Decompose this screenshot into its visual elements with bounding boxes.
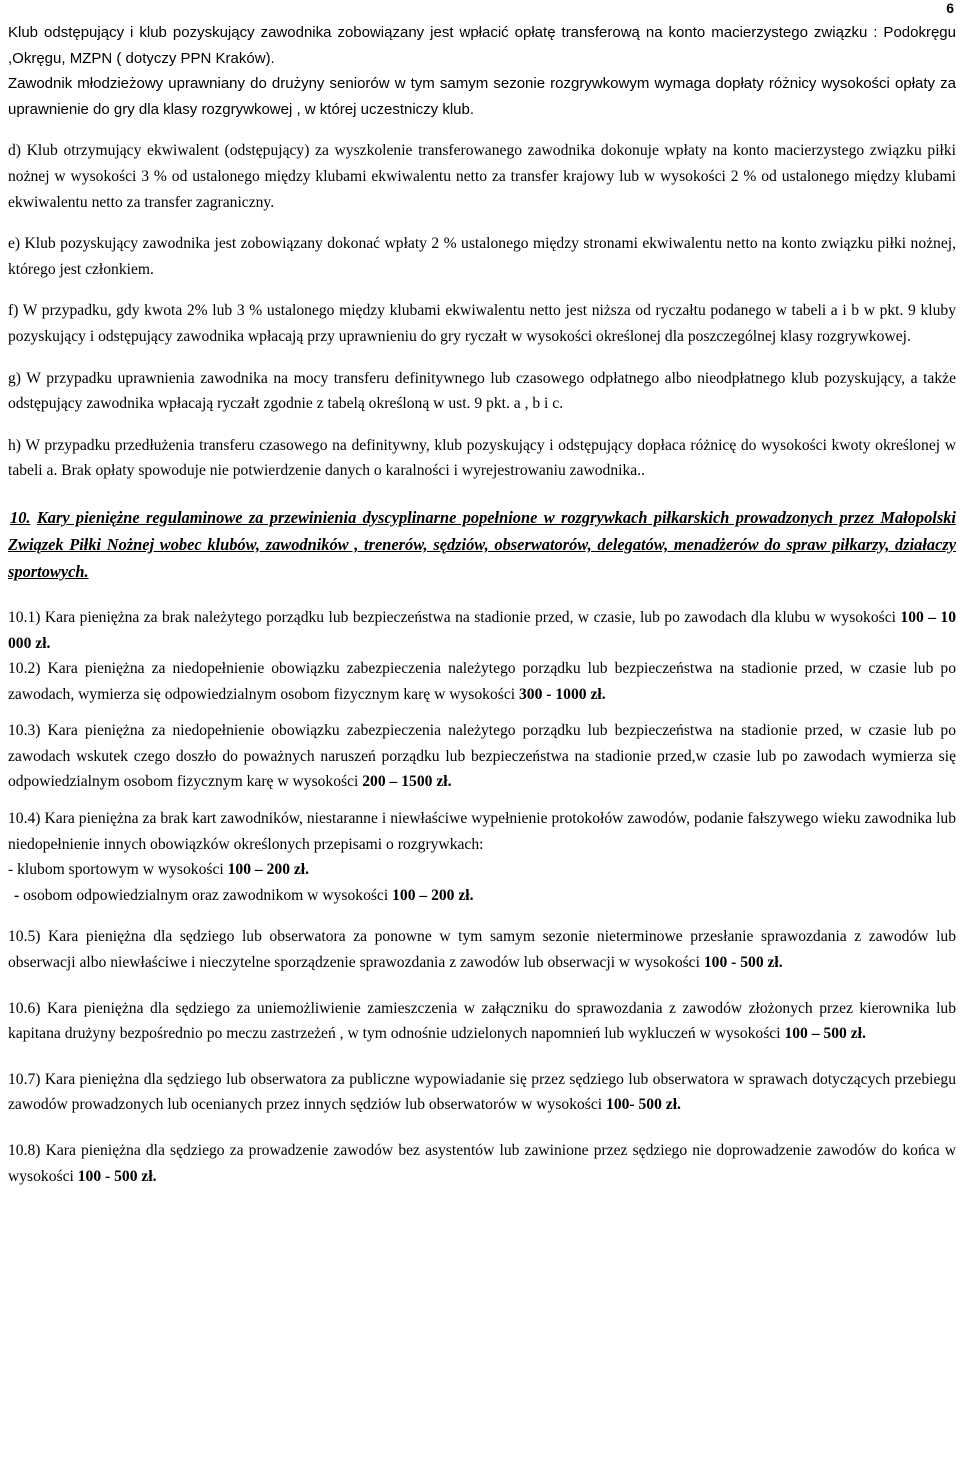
item-10-8-text: 10.8) Kara pieniężna dla sędziego za prowadzenie zawodów bez asystentów lub zawinione przez sędziego nie doprowadzenie zawodów do końca w wysokości xyxy=(8,1142,956,1185)
paragraph-e: e) Klub pozyskujący zawodnika jest zobowiązany dokonać wpłaty 2 % ustalonego między stronami ekwiwalentu netto na konto związku piłki nożnej, którego jest członkiem. xyxy=(8,235,956,278)
intro-paragraph-1: Klub odstępujący i klub pozyskujący zawodnika zobowiązany jest wpłacić opłatę transferową na konto macierzystego związku : Podokręgu ,Okręgu, MZPN ( dotyczy PPN Kraków). xyxy=(8,24,956,67)
item-10-1-text: 10.1) Kara pieniężna za brak należytego porządku lub bezpieczeństwa na stadionie przed, w czasie, lub po zawodach dla klubu w wysokości xyxy=(8,608,901,626)
item-10-6 xyxy=(8,996,956,1047)
item-10-4-persons xyxy=(8,883,956,909)
item-10-5-amount: 100 - 500 zł. xyxy=(703,954,783,972)
page-number: 6 xyxy=(946,0,954,16)
item-10-2-text: 10.2) Kara pieniężna za niedopełnienie obowiązku zabezpieczenia należytego porządku lub bezpieczeństwa na stadionie przed, w czasie lub po zawodach, wymierza się odpowiedzialnym osobom fizycznym karę w wysokości xyxy=(8,660,956,703)
item-10-3 xyxy=(8,718,956,795)
section-10-title: Kary pieniężne regulaminowe za przewinienia dyscyplinarne popełnione w rozgrywkach piłkarskich prowadzonych przez Małopolski Związek Piłki Nożnej wobec klubów, zawodników , trenerów, sędziów, obserwatorów, delegatów, menadżerów do spraw piłkarzy, działaczy sportowych. xyxy=(8,507,956,581)
item-10-3-text: 10.3) Kara pieniężna za niedopełnienie obowiązku zabezpieczenia należytego porządku lub bezpieczeństwa na stadionie przed, w czasie lub po zawodach wskutek czego doszło do poważnych naruszeń porządku lub bezpieczeństwa na stadionie przed,w czasie lub po zawodach wymierza się odpowiedzialnym osobom fizycznym karę w wysokości xyxy=(8,722,956,791)
section-10-number: 10. xyxy=(10,507,31,527)
document-body xyxy=(8,20,956,1189)
item-10-5-text: 10.5) Kara pieniężna dla sędziego lub obserwatora za ponowne w tym samym sezonie nieterminowe przesłanie sprawozdania z zawodów lub obserwacji albo niewłaściwe i nieczytelne sporządzenie sprawozdania z zawodów lub obserwacji w wysokości xyxy=(8,928,956,972)
item-10-4: 10.4) Kara pieniężna za brak kart zawodników, niestaranne i niewłaściwe wypełnienie protokołów zawodów, podanie fałszywego wieku zawodnika lub niedopełnienie innych obowiązków określonych przepisami o rozgrywkach: xyxy=(8,810,956,853)
item-10-4-clubs-text: - klubom sportowym w wysokości xyxy=(8,861,228,879)
item-10-7-amount: 100- 500 zł. xyxy=(606,1096,681,1114)
item-10-2-amount: 300 - 1000 zł. xyxy=(518,685,606,703)
item-10-1 xyxy=(8,605,956,656)
paragraph-h: h) W przypadku przedłużenia transferu czasowego na definitywny, klub pozyskujący i odstępujący dopłaca różnicę do wysokości kwoty określonej w tabeli a. Brak opłaty spowoduje nie potwierdzenie danych o karalności i wyrejestrowaniu zawodnika.. xyxy=(8,436,956,480)
item-10-8 xyxy=(8,1138,956,1189)
paragraph-d: d) Klub otrzymujący ekwiwalent (odstępujący) za wyszkolenie transferowanego zawodnika dokonuje wpłaty na konto macierzystego związku piłki nożnej w wysokości 3 % od ustalonego między klubami ekwiwalentu netto za transfer krajowy lub w wysokości 2 % od ustalonego między klubami ekwiwalentu netto za transfer zagraniczny. xyxy=(8,142,956,211)
item-10-4-persons-amount: 100 – 200 zł. xyxy=(392,886,474,904)
item-10-6-text: 10.6) Kara pieniężna dla sędziego za uniemożliwienie zamieszczenia w załączniku do sprawozdania z zawodów złożonych przez kierownika lub kapitana drużyny bezpośrednio po meczu zastrzeżeń , w tym odnośnie udzielonych napomnień lub wykluczeń w wysokości xyxy=(8,999,956,1043)
item-10-2 xyxy=(8,656,956,707)
paragraph-g: g) W przypadku uprawnienia zawodnika na mocy transferu definitywnego lub czasowego odpłatnego albo nieodpłatnego klub pozyskujący, a także odstępujący zawodnika wpłacają ryczałt zgodnie z tabelą określoną w ust. 9 pkt. a , b i c. xyxy=(8,369,956,413)
item-10-4-clubs xyxy=(8,857,956,883)
item-10-5 xyxy=(8,924,956,975)
item-10-7-text: 10.7) Kara pieniężna dla sędziego lub obserwatora za publiczne wypowiadanie się przez sędziego lub obserwatora w sprawach dotyczących przebiegu zawodów prowadzonych lub ocenianych przez innych sędziów lub obserwatorów w wysokości xyxy=(8,1070,956,1114)
paragraph-f: f) W przypadku, gdy kwota 2% lub 3 % ustalonego między klubami ekwiwalentu netto jest niższa od ryczałtu podanego w tabeli a i b w pkt. 9 kluby pozyskujący i odstępujący zawodnika wpłacają przy uprawnieniu do gry ryczałt w wysokości określonej dla poszczególnej klasy rozgrywkowej. xyxy=(8,302,956,345)
item-10-4-persons-dash: - xyxy=(14,886,24,904)
item-10-8-amount: 100 - 500 zł. xyxy=(77,1167,157,1185)
item-10-3-amount: 200 – 1500 zł. xyxy=(362,773,452,791)
item-10-4-persons-text: osobom odpowiedzialnym oraz zawodnikom w wysokości xyxy=(23,886,393,904)
section-10-heading xyxy=(8,504,956,585)
item-10-6-amount: 100 – 500 zł. xyxy=(784,1025,866,1043)
intro-paragraph-2: Zawodnik młodzieżowy uprawniany do drużyny seniorów w tym samym sezonie rozgrywkowym wymaga dopłaty różnicy wysokości opłaty za uprawnienie do gry dla klasy rozgrywkowej , w której uczestniczy klub. xyxy=(8,75,956,118)
item-10-1-amount: 100 – 10 000 zł. xyxy=(8,608,956,652)
item-10-4-clubs-amount: 100 – 200 zł. xyxy=(227,861,310,879)
item-10-7 xyxy=(8,1067,956,1118)
